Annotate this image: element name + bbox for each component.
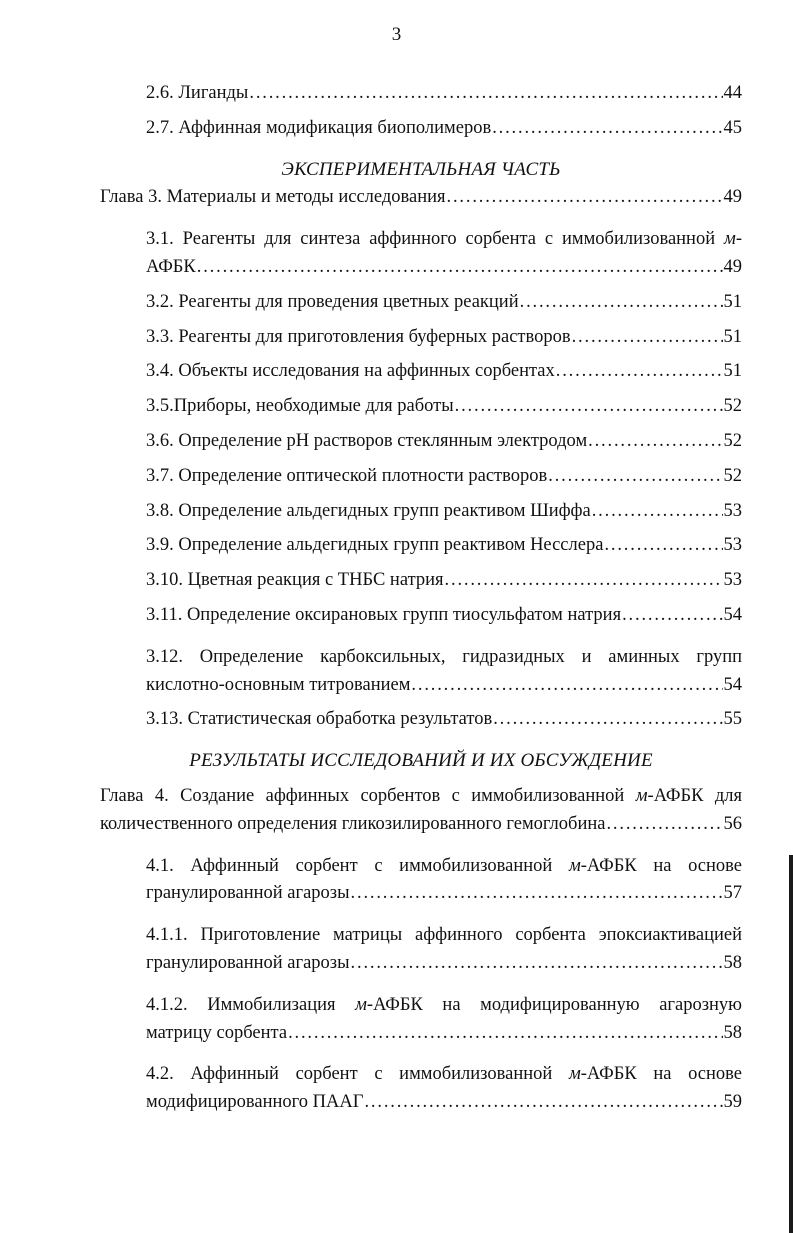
toc-entry[interactable] <box>100 466 742 501</box>
dot-leader <box>622 605 722 626</box>
scan-edge-shadow <box>789 855 793 1233</box>
toc-entry[interactable] <box>100 1092 742 1127</box>
toc-entry-page: 53 <box>723 570 742 591</box>
dot-leader <box>445 570 723 591</box>
toc-entry-page: 58 <box>723 952 742 973</box>
toc-entry[interactable] <box>100 257 742 292</box>
toc-entry[interactable] <box>100 292 742 327</box>
toc-entry-line1[interactable]: 4.1. Аффинный сорбент с иммобилизованной м-АФБК на основе <box>146 855 743 876</box>
toc-entry[interactable] <box>100 501 742 536</box>
toc-entry-title: 3.10. Цветная реакция с ТНБС натрия <box>146 570 444 591</box>
dot-leader <box>455 396 723 417</box>
page-number: 3 <box>391 24 402 45</box>
toc-entry[interactable] <box>100 605 742 640</box>
toc-entry-page: 51 <box>723 291 742 312</box>
dot-leader <box>548 466 722 487</box>
toc-entry[interactable] <box>100 535 742 570</box>
toc-entry[interactable] <box>100 953 742 988</box>
toc-entry-page: 49 <box>723 256 742 277</box>
dot-leader <box>351 953 723 974</box>
dot-leader <box>364 1092 722 1113</box>
toc-entry[interactable] <box>100 396 742 431</box>
toc-entry[interactable] <box>100 1023 742 1058</box>
toc-entry-page: 54 <box>723 604 742 625</box>
toc-entry[interactable] <box>100 709 742 744</box>
toc-entry-title: 3.4. Объекты исследования на аффинных сорбентах <box>146 361 555 382</box>
toc-entry-title: 3.13. Статистическая обработка результатов <box>146 709 493 730</box>
dot-leader <box>288 1023 722 1044</box>
toc-entry-line1[interactable]: 3.1. Реагенты для синтеза аффинного сорбента с иммобилизованной м- <box>146 229 742 250</box>
toc-entry[interactable] <box>100 361 742 396</box>
toc-entry-title: модифицированного ПААГ <box>146 1092 364 1113</box>
toc-entry-title: 3.3. Реагенты для приготовления буферных растворов <box>146 326 571 347</box>
dot-leader <box>572 327 723 348</box>
toc-entry-title: 3.2. Реагенты для проведения цветных реакций <box>146 291 519 312</box>
toc-entry[interactable] <box>100 83 742 118</box>
dot-leader <box>588 431 722 452</box>
toc-entry-title: количественного определения гликозилированного гемоглобина <box>100 813 606 834</box>
toc-entry-title: 2.6. Лиганды <box>146 83 249 103</box>
toc-entry[interactable] <box>100 431 742 466</box>
toc-entry-page: 53 <box>723 535 742 556</box>
dot-leader <box>411 675 722 696</box>
toc-entry-title: Глава 3. Материалы и методы исследования <box>100 187 446 208</box>
toc-entry-page: 55 <box>723 709 742 730</box>
dot-leader <box>606 814 722 835</box>
toc-entry-title: гранулированной агарозы <box>146 952 350 973</box>
toc-entry-line1[interactable]: 4.1.2. Иммобилизация м-АФБК на модифицированную агарозную <box>146 994 742 1015</box>
dot-leader <box>197 257 723 278</box>
toc-entry-page: 53 <box>723 500 742 521</box>
toc-entry-line1[interactable]: 4.1.1. Приготовление матрицы аффинного сорбента эпоксиактивацией <box>146 925 742 946</box>
toc-entry-title: гранулированной агарозы <box>146 883 350 904</box>
toc-chapter-line1[interactable]: Глава 4. Создание аффинных сорбентов с иммобилизованной м-АФБК для <box>100 785 742 806</box>
toc-entry-page: 51 <box>723 361 742 382</box>
dot-leader <box>556 361 723 382</box>
toc-entry-page: 45 <box>723 117 742 138</box>
toc-entry-page: 59 <box>723 1092 742 1113</box>
toc-entry-page: 54 <box>723 674 742 695</box>
dot-leader <box>492 118 722 139</box>
dot-leader <box>493 709 722 730</box>
table-of-contents <box>100 83 742 1127</box>
toc-entry-page: 56 <box>723 813 742 834</box>
toc-entry-title: 3.7. Определение оптической плотности растворов <box>146 465 548 486</box>
toc-entry-title: 3.5.Приборы, необходимые для работы <box>146 396 454 417</box>
toc-entry-title: 3.11. Определение оксирановых групп тиосульфатом натрия <box>146 604 622 625</box>
toc-entry-title: 2.7. Аффинная модификация биополимеров <box>146 117 492 138</box>
dot-leader <box>351 883 723 904</box>
toc-entry[interactable] <box>100 118 742 153</box>
toc-chapter[interactable] <box>100 814 742 849</box>
toc-entry[interactable] <box>100 675 742 710</box>
section-heading: ЭКСПЕРИМЕНТАЛЬНАЯ ЧАСТЬ <box>281 158 561 180</box>
toc-entry-title: кислотно-основным титрованием <box>146 674 411 695</box>
dot-leader <box>249 83 722 104</box>
toc-entry-page: 57 <box>723 883 742 904</box>
toc-entry-title: 3.9. Определение альдегидных групп реактивом Несслера <box>146 535 604 556</box>
toc-entry[interactable] <box>100 327 742 362</box>
toc-entry-title: 3.8. Определение альдегидных групп реактивом Шиффа <box>146 500 591 521</box>
toc-entry-page: 44 <box>723 83 742 103</box>
toc-entry[interactable] <box>100 883 742 918</box>
dot-leader <box>520 292 723 313</box>
dot-leader <box>604 535 722 556</box>
toc-entry-page: 52 <box>723 396 742 417</box>
toc-entry-page: 52 <box>723 465 742 486</box>
toc-entry-title: 3.6. Определение pH растворов стеклянным электродом <box>146 430 588 451</box>
toc-entry-page: 49 <box>723 187 742 208</box>
toc-entry-page: 51 <box>723 326 742 347</box>
section-heading: РЕЗУЛЬТАТЫ ИССЛЕДОВАНИЙ И ИХ ОБСУЖДЕНИЕ <box>189 750 653 772</box>
toc-entry-title: матрицу сорбента <box>146 1022 288 1043</box>
toc-chapter[interactable] <box>100 187 742 222</box>
toc-entry[interactable] <box>100 570 742 605</box>
toc-entry-line1[interactable]: 4.2. Аффинный сорбент с иммобилизованной м-АФБК на основе <box>146 1064 743 1085</box>
toc-entry-title: АФБК <box>146 256 196 277</box>
toc-entry-page: 58 <box>723 1022 742 1043</box>
dot-leader <box>447 187 723 208</box>
toc-entry-page: 52 <box>723 430 742 451</box>
toc-entry-line1[interactable]: 3.12. Определение карбоксильных, гидразидных и аминных групп <box>146 646 742 667</box>
dot-leader <box>592 501 723 522</box>
